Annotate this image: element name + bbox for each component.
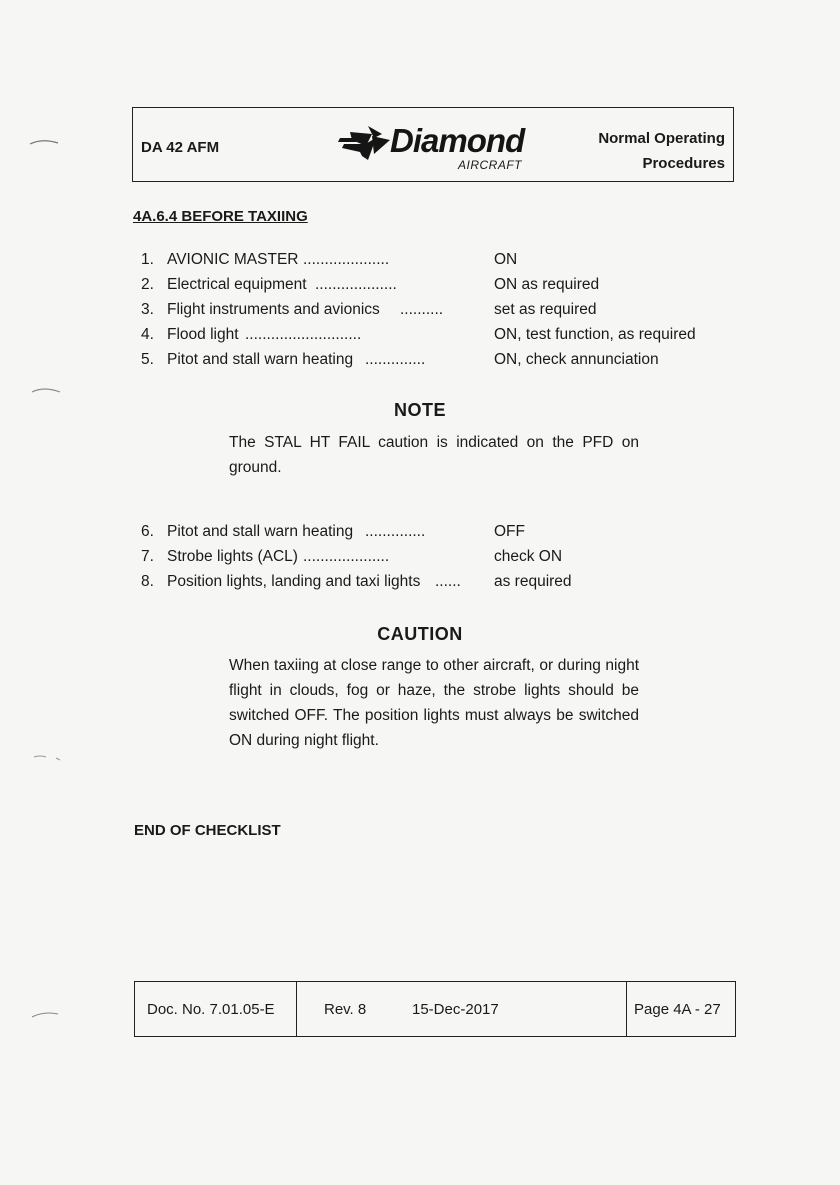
revision-cell	[297, 982, 627, 1036]
item-value: ON, check annunciation	[494, 351, 659, 368]
note-text: The STAL HT FAIL caution is indicated on the PFD on ground.	[229, 434, 639, 476]
item-leader-dots: ......	[435, 573, 461, 590]
end-of-checklist: END OF CHECKLIST	[134, 822, 281, 839]
item-label: Position lights, landing and taxi lights	[167, 573, 421, 590]
page-footer	[134, 981, 736, 1037]
item-value: set as required	[494, 301, 597, 318]
revision-date: 15-Dec-2017	[412, 1001, 499, 1018]
item-leader-dots: ..........	[400, 301, 444, 318]
diamond-wing-icon	[338, 126, 398, 166]
item-number: 4.	[141, 326, 154, 343]
checklist-item	[141, 347, 741, 372]
doc-number: Doc. No. 7.01.05-E	[135, 982, 297, 1036]
item-leader-dots: ....................	[303, 548, 390, 565]
item-label: Pitot and stall warn heating	[167, 351, 354, 368]
checklist-item	[141, 544, 741, 569]
page-header	[132, 107, 734, 182]
item-label: Electrical equipment	[167, 276, 307, 293]
section-label-line1: Normal Operating	[598, 130, 725, 147]
item-value: OFF	[494, 523, 525, 540]
item-value: ON, test function, as required	[494, 326, 696, 343]
item-number: 7.	[141, 548, 154, 565]
page-number: Page 4A - 27	[634, 1001, 721, 1018]
item-leader-dots: ...........................	[245, 326, 362, 343]
section-label-line2: Procedures	[642, 155, 725, 172]
item-value: as required	[494, 573, 572, 590]
item-number: 6.	[141, 523, 154, 540]
checklist-item	[141, 569, 741, 594]
item-label: AVIONIC MASTER	[167, 251, 299, 268]
item-value: ON	[494, 251, 518, 268]
doc-id: DA 42 AFM	[141, 139, 220, 156]
checklist-item	[141, 272, 741, 297]
diamond-logo	[338, 120, 538, 176]
logo-subtitle: AIRCRAFT	[458, 158, 522, 172]
item-number: 5.	[141, 351, 154, 368]
item-number: 8.	[141, 573, 154, 590]
item-value: check ON	[494, 548, 563, 565]
item-leader-dots: ..............	[365, 351, 426, 368]
checklist-part-1	[141, 247, 741, 372]
item-label: Pitot and stall warn heating	[167, 523, 354, 540]
punch-mark	[28, 138, 68, 148]
item-number: 3.	[141, 301, 154, 318]
punch-mark	[28, 1010, 68, 1020]
section-title: 4A.6.4 BEFORE TAXIING	[133, 208, 308, 225]
punch-mark	[28, 752, 68, 762]
checklist-part-2	[141, 519, 741, 594]
logo-wordmark: Diamond	[390, 122, 525, 159]
caution-heading: CAUTION	[377, 624, 463, 644]
caution-text: When taxiing at close range to other aircraft, or during night flight in clouds, fog or haze, the strobe lights should be switched OFF. The position lights must always be switched ON during night flight.	[229, 657, 639, 749]
item-number: 1.	[141, 251, 154, 268]
item-number: 2.	[141, 276, 154, 293]
revision: Rev. 8	[324, 1001, 367, 1018]
checklist-item	[141, 247, 741, 272]
item-leader-dots: ...................	[315, 276, 397, 293]
section-label	[598, 126, 725, 176]
item-leader-dots: ..............	[365, 523, 426, 540]
item-label: Flight instruments and avionics	[167, 301, 380, 318]
checklist-item	[141, 297, 741, 322]
item-leader-dots: ....................	[303, 251, 390, 268]
punch-mark	[28, 386, 68, 396]
checklist-item	[141, 322, 741, 347]
item-value: ON as required	[494, 276, 600, 293]
item-label: Strobe lights (ACL)	[167, 548, 298, 565]
item-label: Flood light	[167, 326, 239, 343]
note-heading: NOTE	[393, 400, 446, 420]
checklist-item	[141, 519, 741, 544]
